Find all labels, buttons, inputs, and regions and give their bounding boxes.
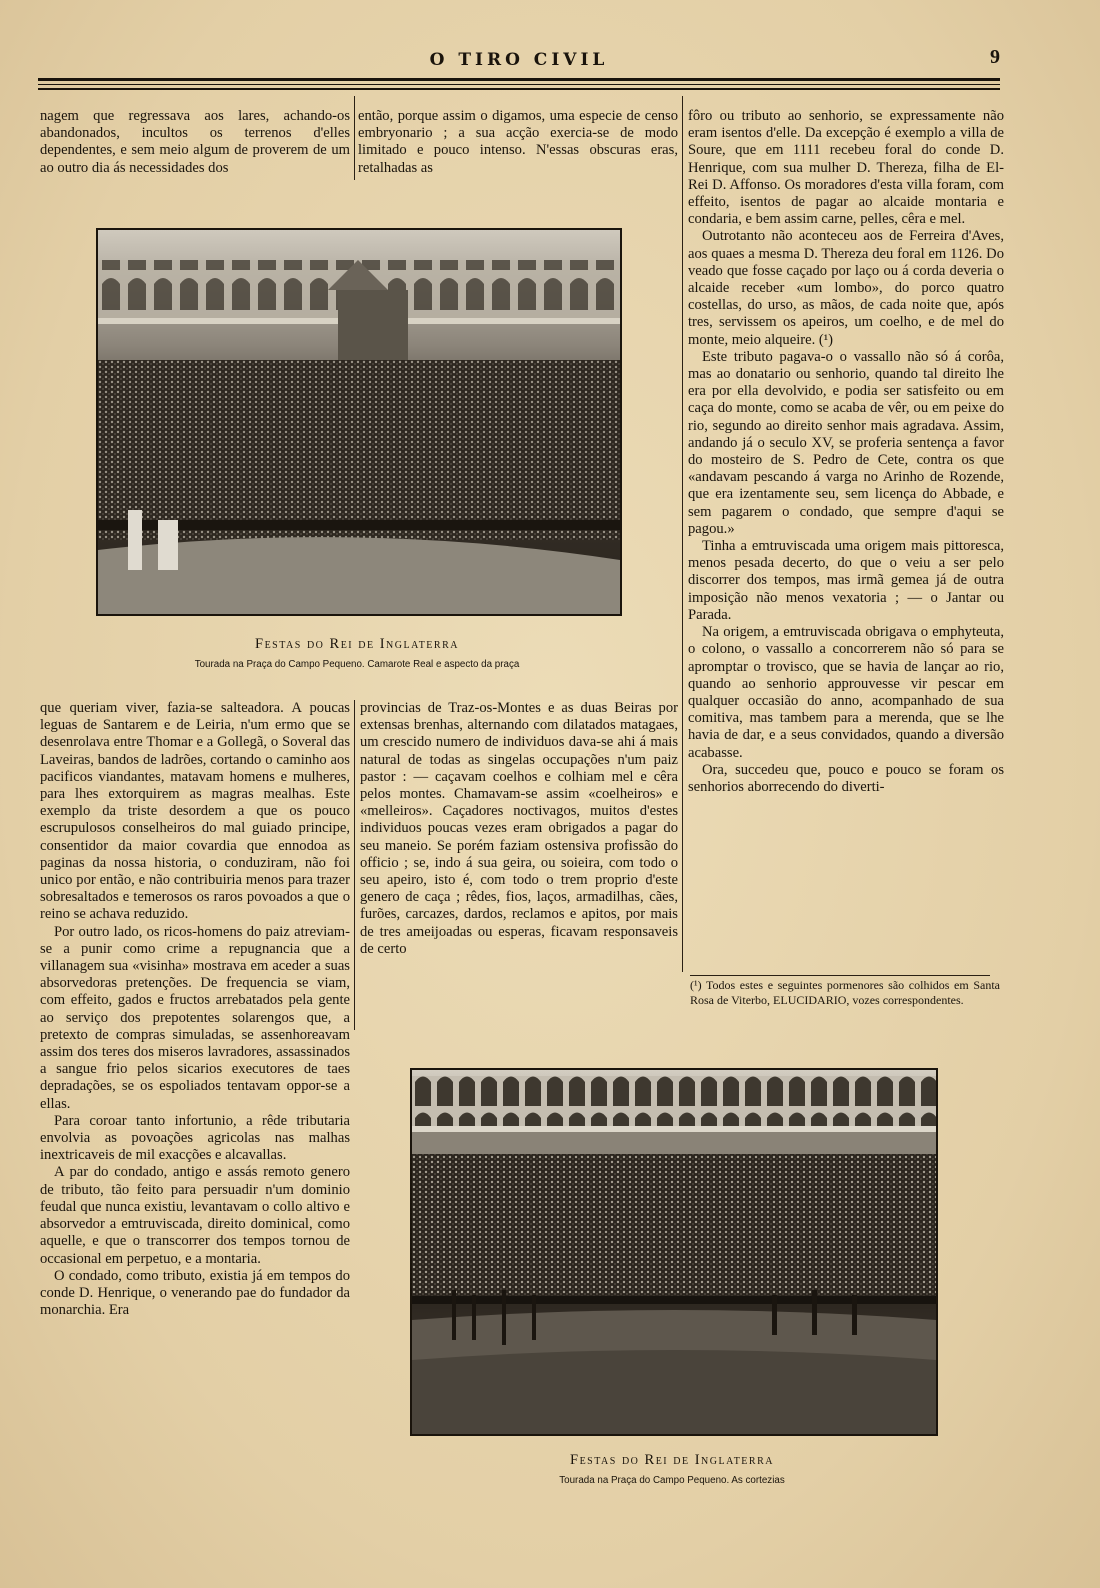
paragraph: Ora, succedeu que, pouco e pouco se foram os senhorios aborrecendo do diverti- bbox=[688, 761, 1004, 795]
header-rule-lower bbox=[38, 88, 1000, 90]
paragraph: provincias de Traz-os-Montes e as duas Beiras por extensas brenhas, alternando com dilatados matagaes, um crescido numero de individuos dava-se ahi á mais natural de todas as singelas occupações n'um paiz pastor : — caçavam coelhos e colhiam mel e cêra pelos montes. Chamavam-se assim «coelheiros» e «melleiros». Caçadores noctivagos, muitos d'estes individuos poucas vezes eram obrigados a pagar do seu maneio. Se porém faziam ostensiva profissão do officio ; se, indo á sua geira, ou soieira, com todo o seu apeiro, isto é, com todo o trem proprio d'este genero de caça ; rêdes, fios, laços, armadilhas, cães, furões, carcazes, dardos, reclamos e apitos, por mais de tres ameijoadas ou esperas, ficavam responsaveis de certo bbox=[360, 700, 678, 957]
paragraph: O condado, como tributo, existia já em tempos do conde D. Henrique, o venerando pae do fundador da monarchia. Era bbox=[40, 1267, 350, 1319]
caption-subtitle: Tourada na Praça do Campo Pequeno. As cortezias bbox=[559, 1475, 785, 1486]
paragraph: nagem que regressava aos lares, achando-os abandonados, incultos os terrenos d'elles dependentes, e sem meio algum de proverem de um ao outro dia ás necessidades dos bbox=[40, 108, 350, 176]
column-1-top bbox=[40, 108, 350, 180]
bullring-photo-royal-box bbox=[96, 228, 622, 616]
caption-title: Festas do Rei de Inglaterra bbox=[570, 1452, 774, 1468]
paragraph: que queriam viver, fazia-se salteadora. A poucas leguas de Santarem e de Leiria, n'um ermo que se desenrolava entre Thomar e a Gollegã, o Soveral das Laveiras, bandos de ladrões, cortando o caminho aos pacificos viandantes, matavam homens e mulheres, para lhes extorquirem as magras mealhas. Este exemplo da triste desordem a que os pouco escrupulosos conselheiros do mal guiado principe, consentidor da maior covardia que ennodoa as paginas da nossa historia, o conduziram, não foi unico por então, e não contribuiria menos para trazer sobresaltados e temerosos os raros povoados a que o reino se achava reduzido. bbox=[40, 700, 350, 923]
column-3 bbox=[688, 108, 1004, 956]
paragraph: Tinha a emtruviscada uma origem mais pittoresca, menos pesada decerto, do que o veiu a ser pelo discorrer dos tempos, mas irmã gemea já de outra imposição não menos vexatoria ; — o Jantar ou Parada. bbox=[688, 538, 1004, 623]
paragraph: Por outro lado, os ricos-homens do paiz atreviam-se a punir como crime a repugnancia que a villanagem sua «visinha» mostrava em aceder a suas absorvedoras pretenções. De frequencia se viam, com effeito, gados e fructos arrebatados pela gente ao serviço dos prepotentes solarengos que, a pretexto de compras simuladas, se assenhoreavam assim dos teres dos miseros lavradores, assassinados a sangue frio pelos sicarios executores de taes depradações, se os espoliados tentavam oppor-se a ellas. bbox=[40, 923, 350, 1112]
paragraph: Na origem, a emtruviscada obrigava o emphyteuta, o colono, o vassallo a concorrerem não só para se apromptar o trovisco, que se havia de lançar ao rio, quando ao senhorio approuvesse vir pescar em qualquer occasião do anno, acompanhado de sua comitiva, mas tambem para a merenda, que se lhe havia de dar, e a seus convidados, quando a diversão acabasse. bbox=[688, 624, 1004, 761]
paragraph: então, porque assim o digamos, uma especie de censo embryonario ; a sua acção exercia-se de modo limitado e pouco intenso. N'essas obscuras eras, retalhadas as bbox=[358, 108, 678, 176]
paragraph: Outrotanto não aconteceu aos de Ferreira d'Aves, aos quaes a mesma D. Thereza deu foral em 1126. Do veado que fosse caçado por laço ou á corda deveria o alcaide receber «um lombo», do porco quatro costellas, do urso, as mãos, de cada noite que, após tres, servissem os apeiros, um coelho, e de mel do monte, meio alqueire. (¹) bbox=[688, 228, 1004, 348]
periodical-title: O TIRO CIVIL bbox=[429, 50, 609, 70]
caption-subtitle: Tourada na Praça do Campo Pequeno. Camarote Real e aspecto da praça bbox=[194, 659, 520, 670]
column-divider bbox=[354, 700, 355, 1030]
column-1-bottom bbox=[40, 700, 350, 1490]
column-divider bbox=[682, 96, 683, 972]
page-header bbox=[38, 46, 1000, 70]
page-number: 9 bbox=[990, 46, 1000, 68]
footnote-rule bbox=[690, 975, 990, 976]
header-rule-thin bbox=[38, 84, 1000, 85]
caption-title: Festas do Rei de Inglaterra bbox=[255, 636, 459, 652]
column-2-top bbox=[358, 108, 678, 180]
photo-1-caption bbox=[96, 636, 618, 670]
paragraph: Este tributo pagava-o o vassallo não só á corôa, mas ao donatario ou senhorio, quando tal direito lhe era por ella devolvido, e podia ser satisfeito ou em caça do monte, como se acaba de vêr, ou em peixe do rio, segundo ao direito senhor mais agradava. Assim, andando já o seculo XV, se proferia sentença a favor do mosteiro de S. Pedro de Cete, contra os que «andavam pescando á varga no Arinho de Rozende, que era izentamente seu, sem licença do Abbade, e sem pagarem o condado, que sempre d'aqui se pagou.» bbox=[688, 348, 1004, 537]
bullring-photo-cortezias bbox=[410, 1068, 938, 1436]
column-2-bottom bbox=[360, 700, 678, 1030]
photo-2-caption bbox=[410, 1452, 934, 1486]
paragraph: A par do condado, antigo e assás remoto genero de tributo, tão feito para persuadir n'um dominio feudal que nunca existiu, levantavam o collo altivo e absorvedor a emtruviscada, direito dominical, como aquelle, e que o transcorrer dos tempos tornou de occasional em perpetuo, e a montaria. bbox=[40, 1164, 350, 1267]
column-divider bbox=[354, 96, 355, 180]
paragraph: Para coroar tanto infortunio, a rêde tributaria envolvia as povoações agricolas nas malhas inextricaveis de mil exacções e alcavallas. bbox=[40, 1112, 350, 1164]
footnote: (¹) Todos estes e seguintes pormenores são colhidos em Santa Rosa de Viterbo, ELUCIDARIO, vozes correspondentes. bbox=[690, 978, 1000, 1007]
header-rule bbox=[38, 78, 1000, 81]
paragraph: fôro ou tributo ao senhorio, se expressamente não eram isentos d'elle. Da excepção é exemplo a villa de Soure, que em 1111 recebeu foral do conde D. Henrique, com sua mulher D. Thereza, filha de El-Rei D. Affonso. Os moradores d'esta villa foram, com effeito, isentos de pagar ao alcaide montaria e condaria, e bem assim carne, pelles, cêra e mel. bbox=[688, 108, 1004, 228]
